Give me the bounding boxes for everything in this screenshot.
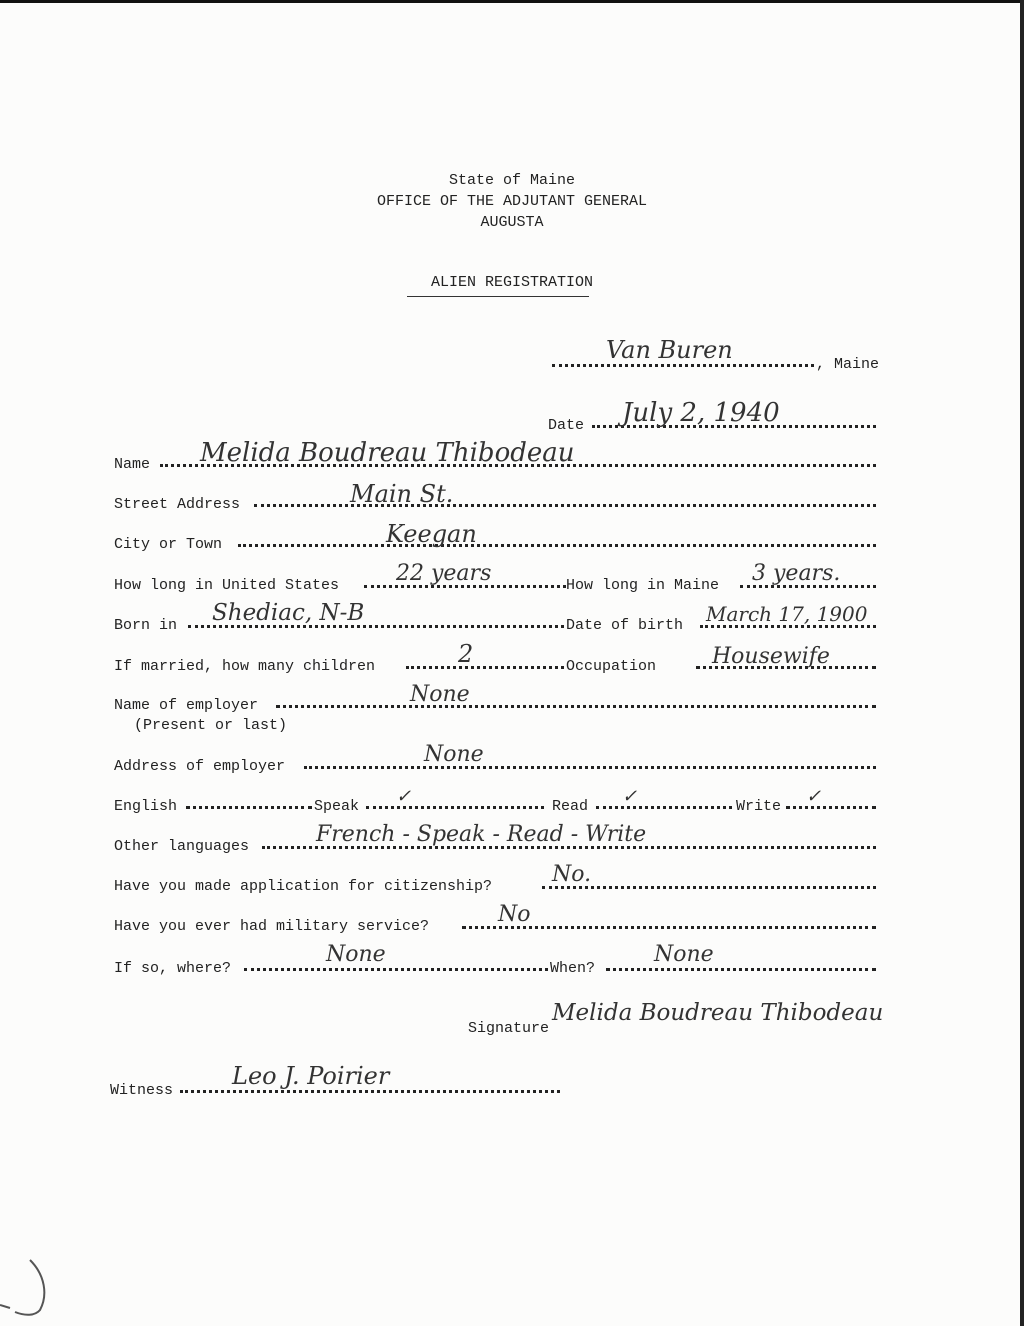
english-speak-value: ✓ xyxy=(396,786,412,807)
employer-name-value: None xyxy=(410,682,470,707)
header-office: OFFICE OF THE ADJUTANT GENERAL xyxy=(376,193,648,210)
english-label: English xyxy=(114,798,178,815)
name-label: Name xyxy=(114,456,151,473)
signature-label: Signature xyxy=(468,1020,550,1037)
military-label: Have you ever had military service? xyxy=(114,918,430,935)
title-underline xyxy=(407,296,589,297)
english-speak-label: Speak xyxy=(314,798,360,815)
street-value: Main St. xyxy=(350,480,454,508)
where-value: None xyxy=(326,942,386,967)
other-languages-label: Other languages xyxy=(114,838,250,855)
english-leader xyxy=(186,806,312,809)
occupation-value: Housewife xyxy=(712,644,830,669)
name-value: Melida Boudreau Thibodeau xyxy=(200,438,575,468)
us-duration-value: 22 years xyxy=(396,561,492,586)
place-value: Van Buren xyxy=(606,336,733,364)
born-in-label: Born in xyxy=(114,617,178,634)
employer-address-label: Address of employer xyxy=(114,758,286,775)
witness-value: Leo J. Poirier xyxy=(232,1062,390,1090)
employer-address-value: None xyxy=(424,742,484,767)
employer-name-sublabel: (Present or last) xyxy=(134,717,288,734)
dob-label: Date of birth xyxy=(566,617,684,634)
witness-label: Witness xyxy=(110,1082,174,1099)
date-value: July 2, 1940 xyxy=(622,398,780,428)
english-read-leader xyxy=(596,806,732,809)
city-label: City or Town xyxy=(114,536,223,553)
english-write-value: ✓ xyxy=(806,786,822,807)
when-leader xyxy=(606,968,876,971)
born-in-value: Shediac, N-B xyxy=(212,600,365,626)
children-label: If married, how many children xyxy=(114,658,376,675)
place-suffix: , Maine xyxy=(816,356,880,373)
other-languages-value: French - Speak - Read - Write xyxy=(316,822,647,847)
english-speak-leader xyxy=(366,806,544,809)
english-write-label: Write xyxy=(736,798,782,815)
date-label: Date xyxy=(548,417,585,434)
city-value: Keegan xyxy=(386,520,477,548)
dob-value: March 17, 1900 xyxy=(706,602,868,626)
header-state: State of Maine xyxy=(448,172,576,189)
english-read-value: ✓ xyxy=(622,786,638,807)
english-write-leader xyxy=(786,806,876,809)
citizenship-label: Have you made application for citizenship? xyxy=(114,878,493,895)
when-label: When? xyxy=(550,960,596,977)
english-read-label: Read xyxy=(552,798,589,815)
citizenship-value: No. xyxy=(552,862,592,887)
scan-edge-top xyxy=(0,0,1024,3)
children-value: 2 xyxy=(458,640,474,668)
form-title: ALIEN REGISTRATION xyxy=(430,274,594,291)
maine-duration-value: 3 years. xyxy=(752,561,841,586)
maine-duration-label: How long in Maine xyxy=(566,577,720,594)
signature-value: Melida Boudreau Thibodeau xyxy=(552,1000,884,1026)
witness-leader xyxy=(180,1090,560,1093)
street-leader xyxy=(254,504,876,507)
where-leader xyxy=(244,968,548,971)
employer-name-label: Name of employer xyxy=(114,697,259,714)
us-duration-label: How long in United States xyxy=(114,577,340,594)
header-city: AUGUSTA xyxy=(480,214,544,231)
place-leader xyxy=(552,364,814,367)
employer-name-leader xyxy=(276,705,876,708)
street-label: Street Address xyxy=(114,496,241,513)
when-value: None xyxy=(654,942,714,967)
children-leader xyxy=(406,666,564,669)
where-label: If so, where? xyxy=(114,960,232,977)
military-value: No xyxy=(498,902,531,927)
occupation-label: Occupation xyxy=(566,658,657,675)
city-leader xyxy=(238,544,876,547)
employer-address-leader xyxy=(304,766,876,769)
corner-mark xyxy=(0,1250,60,1320)
citizenship-leader xyxy=(542,886,876,889)
